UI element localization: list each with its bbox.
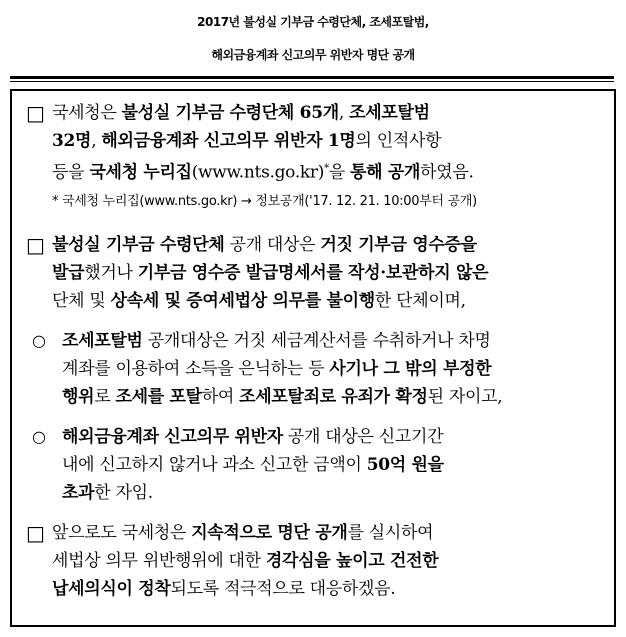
p4-line-2: 내에 신고하지 않거나 과소 신고한 금액이 50억 원을 xyxy=(62,455,444,475)
circle-bullet-icon: ○ xyxy=(32,427,46,446)
p1-line-3: 등을 국세청 누리집(www.nts.go.kr)*을 통해 공개하였음. xyxy=(52,162,474,183)
p2-line-1: 불성실 기부금 수령단체 공개 대상은 거짓 기부금 영수증을 xyxy=(52,235,477,255)
title-rule-thick xyxy=(10,76,614,79)
p1-line-1: 국세청은 불성실 기부금 수령단체 65개, 조세포탈범 xyxy=(52,103,430,123)
title-line-1: 2017년 불성실 기부금 수령단체, 조세포탈범, xyxy=(197,15,429,29)
circle-bullet-icon: ○ xyxy=(32,331,46,350)
title-rule-thin xyxy=(10,81,614,82)
content-box xyxy=(10,89,616,627)
p4-line-1: 해외금융계좌 신고의무 위반자 공개 대상은 신고기간 xyxy=(62,427,444,447)
p5-line-3: 납세의식이 정착되도록 적극적으로 대응하겠음. xyxy=(52,579,396,599)
square-bullet-icon: □ xyxy=(26,233,45,257)
title-line-2: 해외금융계좌 신고의무 위반자 명단 공개 xyxy=(211,48,415,62)
square-bullet-icon: □ xyxy=(26,521,45,545)
p1-footnote: * 국세청 누리집(www.nts.go.kr) → 정보공개('17. 12. 21. 10:00부터 공개) xyxy=(52,194,477,209)
p3-line-2: 계좌를 이용하여 소득을 은닉하는 등 사기나 그 밖의 부정한 xyxy=(62,359,492,379)
square-bullet-icon: □ xyxy=(26,101,45,125)
p3-line-3: 행위로 조세를 포탈하여 조세포탈죄로 유죄가 확정된 자이고, xyxy=(62,387,503,407)
p3-line-1: 조세포탈범 공개대상은 거짓 세금계산서를 수취하거나 차명 xyxy=(62,331,491,351)
p2-line-3: 단체 및 상속세 및 증여세법상 의무를 불이행한 단체이며, xyxy=(52,291,466,311)
page-title xyxy=(0,6,626,72)
p5-line-2: 세법상 의무 위반행위에 대한 경각심을 높이고 건전한 xyxy=(52,551,439,571)
p4-line-3: 초과한 자임. xyxy=(62,483,153,503)
p5-line-1: 앞으로도 국세청은 지속적으로 명단 공개를 실시하여 xyxy=(52,523,434,543)
p1-line-2: 32명, 해외금융계좌 신고의무 위반자 1명의 인적사항 xyxy=(52,131,442,151)
p2-line-2: 발급했거나 기부금 영수증 발급명세서를 작성·보관하지 않은 xyxy=(52,263,489,283)
